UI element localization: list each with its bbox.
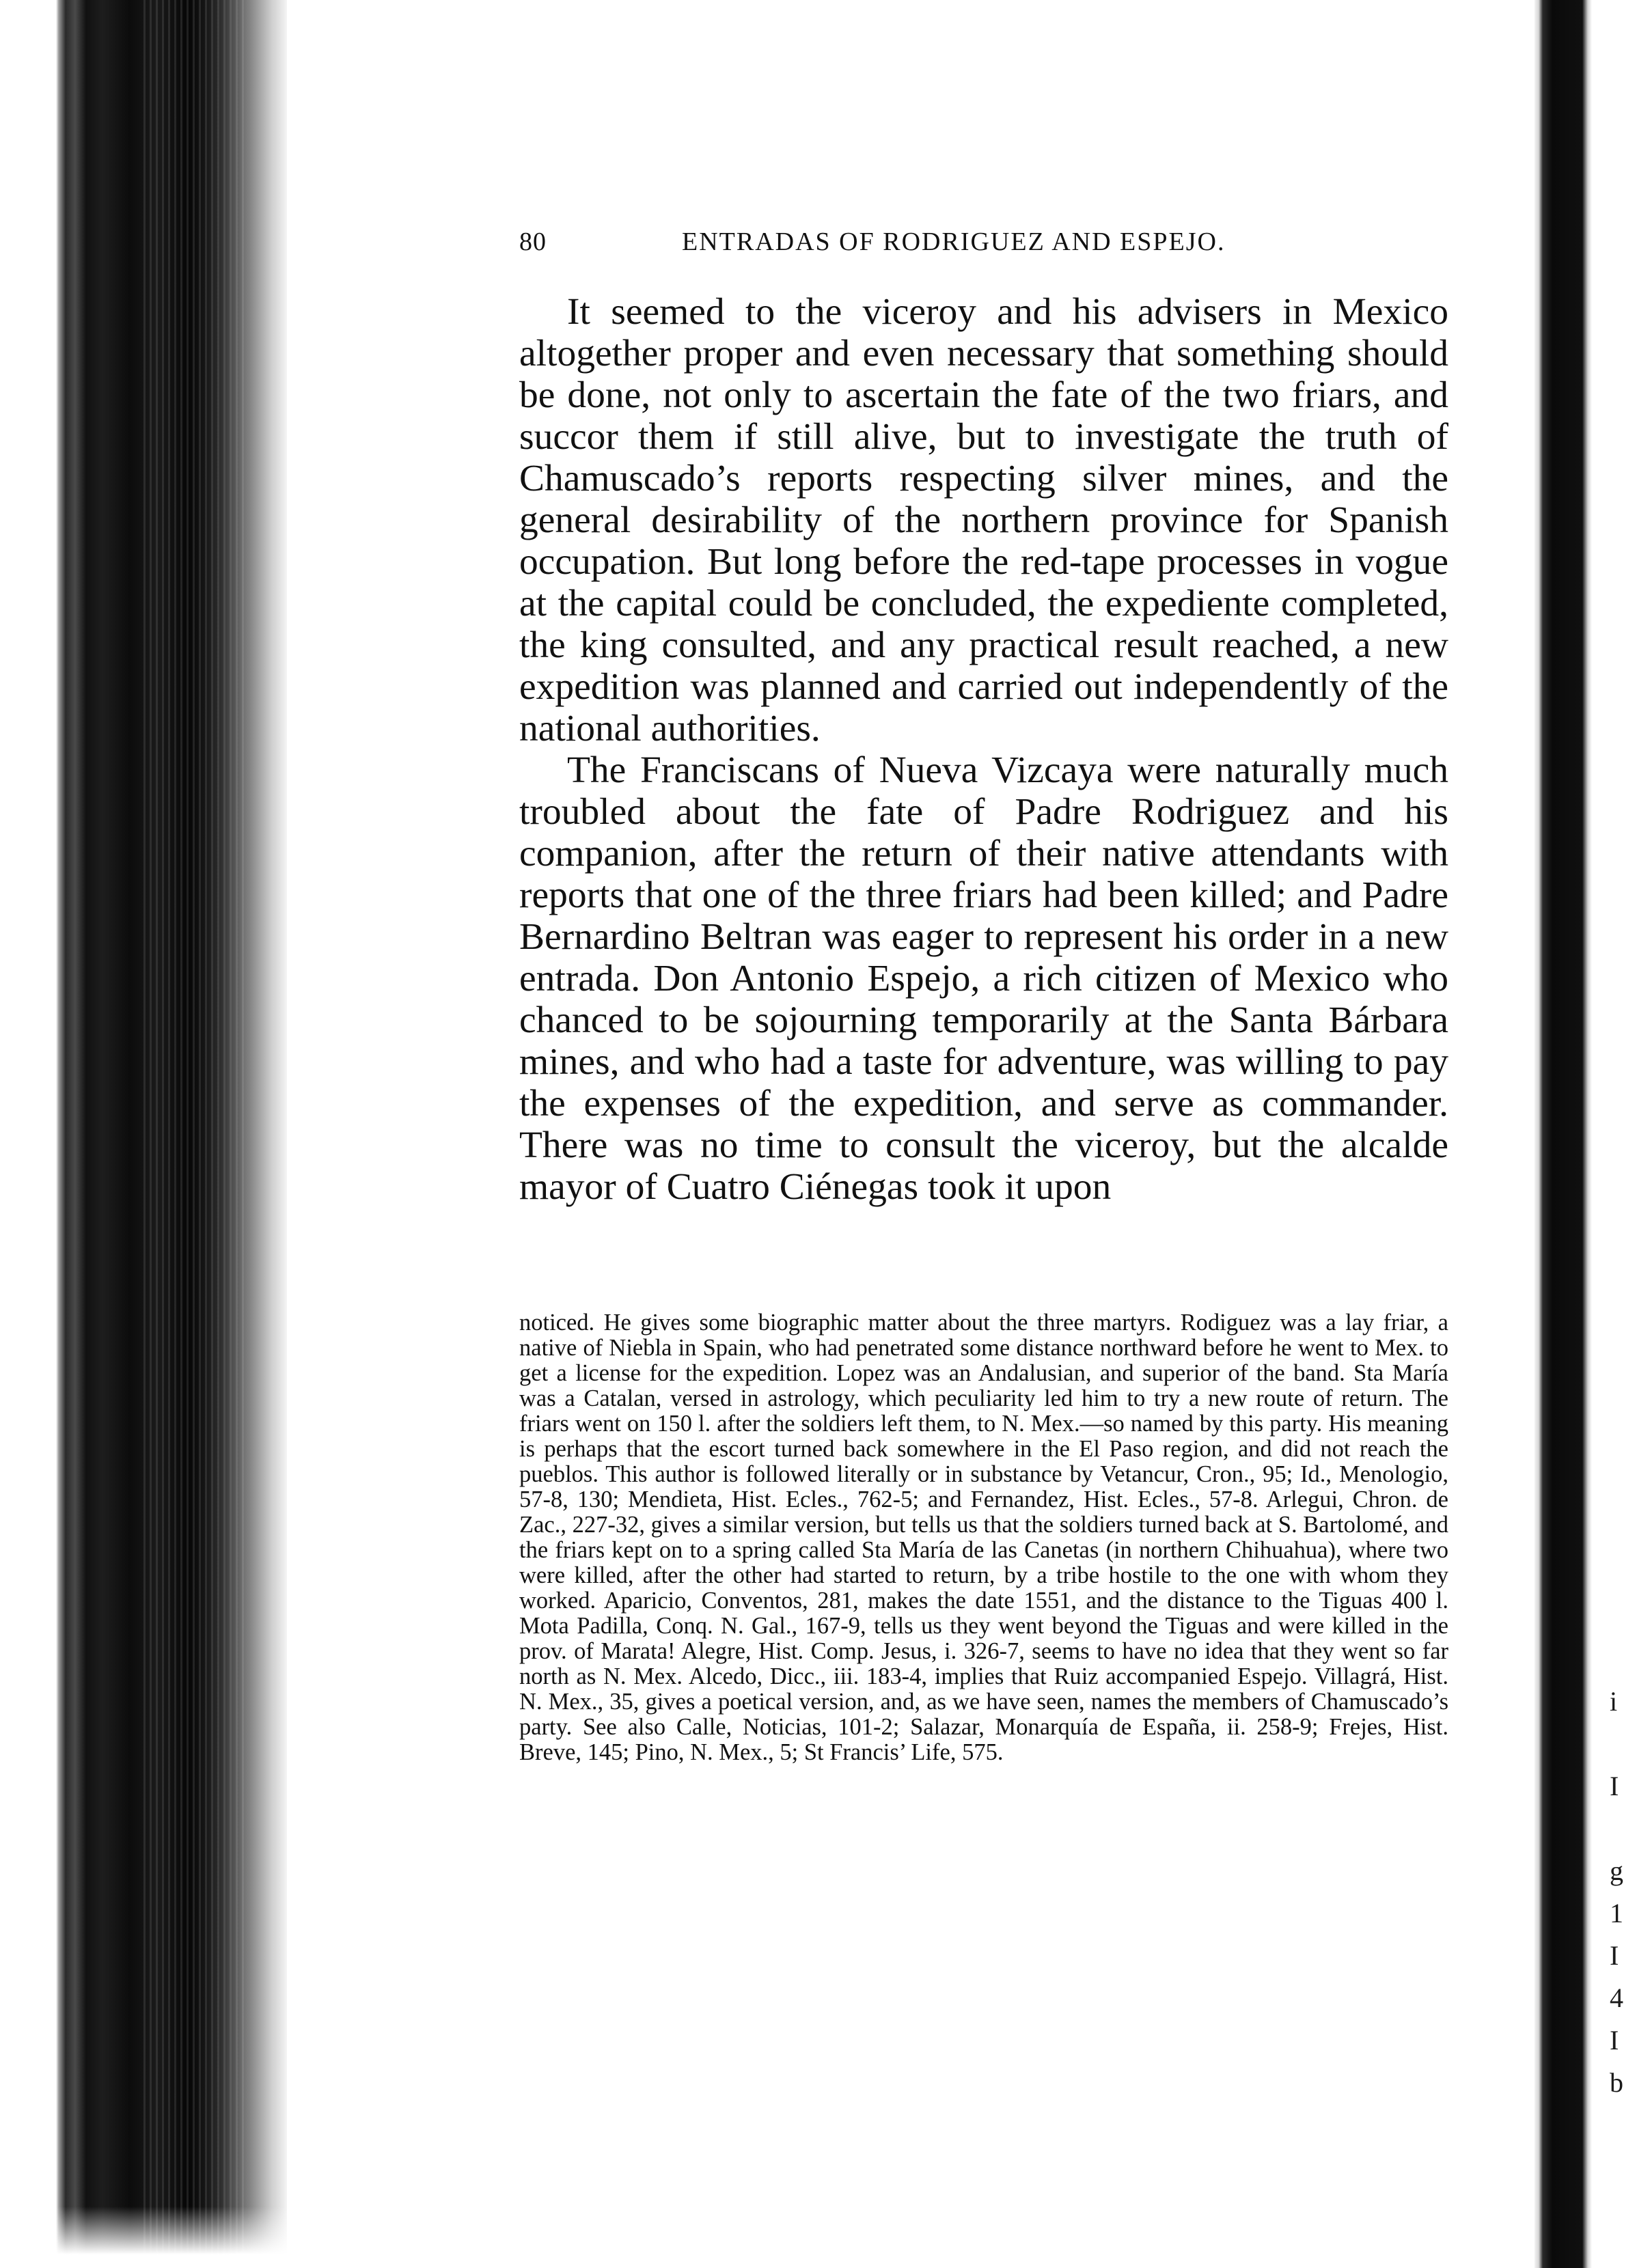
- left-edge-fade: [0, 2207, 287, 2268]
- footnote: [519, 1310, 1448, 1765]
- body-paragraph-1: It seemed to the viceroy and his advisers in Mexico altogether proper and even necessary that something should be done, not only to ascertain the fate of the two friars, and succor them if still alive, but to investigate the truth of Chamuscado’s reports respecting silver mines, and the general desirability of the northern province for Spanish occupation. But long before the red-tape processes in vogue at the capital could be concluded, the expediente completed, the king consulted, and any practical result reached, a new expedition was planned and carried out independently of the national authorities.: [519, 291, 1448, 749]
- page-number: 80: [519, 227, 547, 256]
- footnote-text: noticed. He gives some biographic matter about the three martyrs. Rodiguez was a lay friar, a native of Niebla in Spain, who had penetrated some distance northward before he went to Mex. to get a license for the expedition. Lopez was an Andalusian, and superior of the band. Sta María was a Catalan, versed in astrology, which peculiarity led him to try a new route of return. The friars went on 150 l. after the soldiers left them, to N. Mex.—so named by this party. His meaning is perhaps that the escort turned back somewhere in the El Paso region, and did not reach the pueblos. This author is followed literally or in substance by Vetancur, Cron., 95; Id., Menologio, 57-8, 130; Mendieta, Hist. Ecles., 762-5; and Fernandez, Hist. Ecles., 57-8. Arlegui, Chron. de Zac., 227-32, gives a similar version, but tells us that the soldiers turned back at S. Bartolomé, and the friars kept on to a spring called Sta María de las Canetas (in northern Chihuahua), where two were killed, after the other had started to return, by a tribe hostile to the one with whom they worked. Aparicio, Conventos, 281, makes the date 1551, and the distance to the Tiguas 400 l. Mota Padilla, Conq. N. Gal., 167-9, tells us they went beyond the Tiguas and were killed in the prov. of Marata! Alegre, Hist. Comp. Jesus, i. 326-7, seems to have no idea that they went so far north as N. Mex. Alcedo, Dicc., iii. 183-4, implies that Ruiz accompanied Espejo. Villagrá, Hist. N. Mex., 35, gives a poetical version, and, as we have seen, names the members of Chamuscado’s party. See also Calle, Noticias, 101-2; Salazar, Monarquía de España, ii. 258-9; Frejes, Hist. Breve, 145; Pino, N. Mex., 5; St Francis’ Life, 575.: [519, 1310, 1448, 1765]
- body-paragraph-2: The Franciscans of Nueva Vizcaya were naturally much troubled about the fate of Padre Rodriguez and his companion, after the return of their native attendants with reports that one of the three friars had been killed; and Padre Bernardino Beltran was eager to represent his order in a new entrada. Don Antonio Espejo, a rich citizen of Mexico who chanced to be sojourning temporarily at the Santa Bárbara mines, and who had a taste for adventure, was willing to pay the expenses of the expedition, and serve as commander. There was no time to consult the viceroy, but the alcalde mayor of Cuatro Ciénegas took it upon: [519, 749, 1448, 1208]
- running-head: ENTRADAS OF RODRIGUEZ AND ESPEJO.: [682, 227, 1226, 256]
- left-page-stack-stripes: [143, 0, 246, 2268]
- body-text: [519, 291, 1448, 1208]
- adjacent-page-fragments: i I g 1 I 4 I b: [1610, 1686, 1623, 2098]
